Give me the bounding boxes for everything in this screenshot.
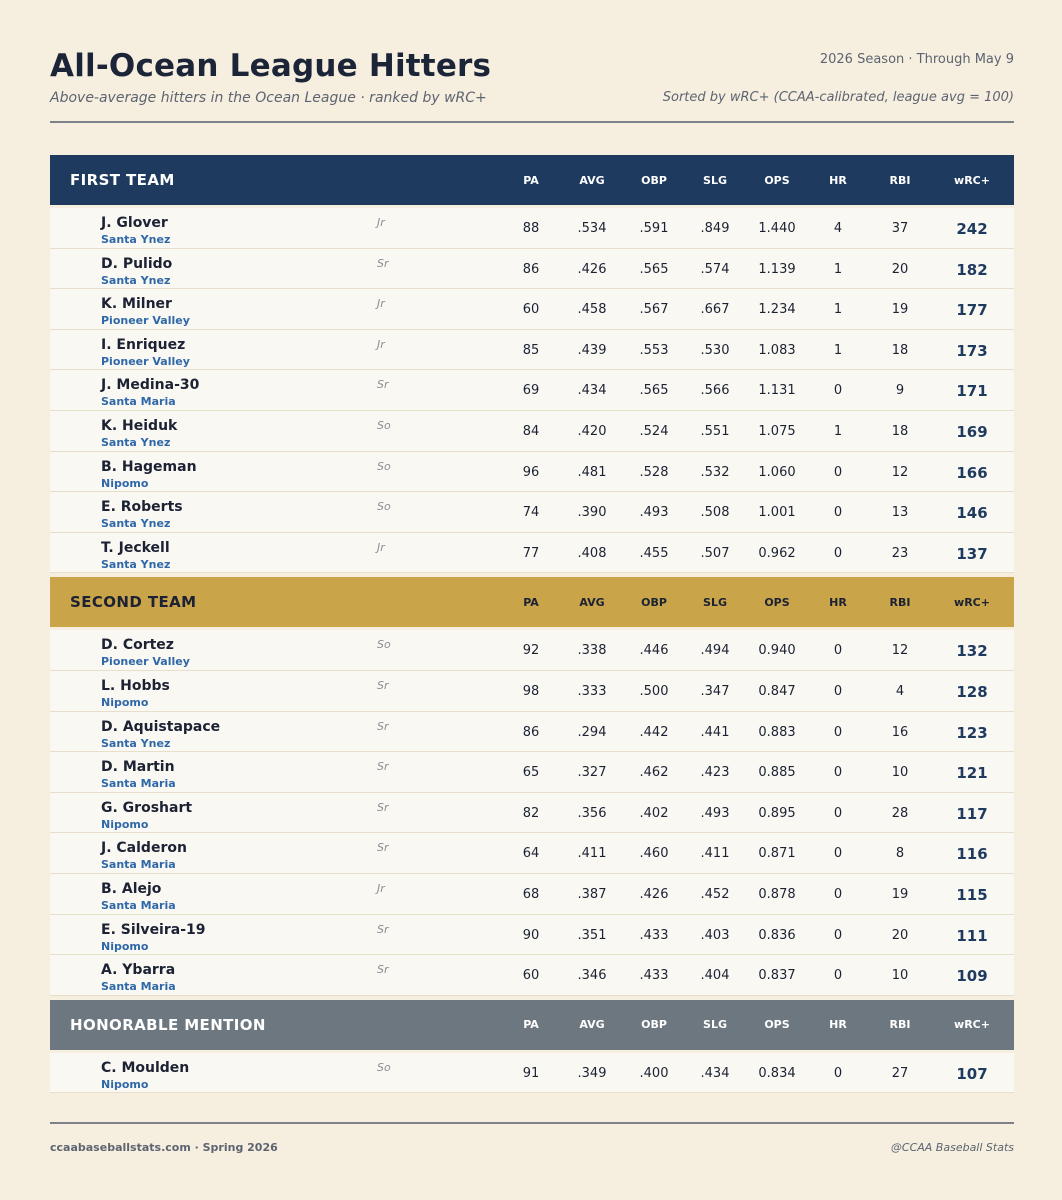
player-name: B. Alejo	[101, 880, 162, 897]
player-name: C. Moulden	[101, 1059, 190, 1076]
player-year: Sr	[377, 719, 389, 733]
stat-rbi: 12	[891, 643, 909, 659]
stat-ops: 1.075	[758, 423, 796, 439]
player-year: Jr	[377, 540, 385, 554]
page-header	[50, 48, 1014, 123]
stat-rbi: 9	[895, 383, 905, 399]
stat-wrc-plus: 121	[956, 764, 988, 783]
stat-avg: .294	[577, 724, 607, 740]
player-row	[50, 249, 1014, 290]
stat-pa: 91	[522, 1065, 540, 1081]
stat-hr: 0	[833, 683, 843, 699]
stat-rbi: 8	[895, 846, 905, 862]
column-header-hr: HR	[829, 595, 847, 609]
player-name: T. Jeckell	[101, 539, 170, 556]
stat-ops: 1.440	[758, 221, 796, 236]
player-name: J. Calderon	[101, 840, 187, 857]
stat-ops: 1.001	[758, 505, 796, 521]
stat-pa: 86	[522, 724, 540, 740]
column-header-obp: OBP	[641, 595, 667, 609]
footer-site: ccaabaseballstats.com · Spring 2026	[50, 1141, 278, 1154]
stat-ops: 0.885	[758, 765, 796, 781]
stat-ops: 0.847	[758, 683, 796, 699]
stat-pa: 65	[522, 765, 540, 781]
player-row	[50, 492, 1014, 533]
player-name: L. Hobbs	[101, 677, 170, 694]
stat-pa: 92	[522, 643, 540, 659]
stat-ops: 0.836	[758, 927, 796, 943]
stat-slg: .667	[700, 302, 730, 318]
stat-obp: .528	[639, 464, 669, 480]
stat-avg: .481	[577, 464, 607, 480]
player-name: D. Cortez	[101, 637, 174, 654]
player-year: So	[377, 418, 391, 432]
stat-wrc-plus: 173	[956, 341, 988, 360]
player-team: Nipomo	[101, 939, 149, 953]
player-year: Sr	[377, 256, 389, 270]
column-header-obp: OBP	[641, 173, 667, 187]
stat-pa: 90	[522, 927, 540, 943]
stat-avg: .534	[577, 221, 607, 236]
player-year: Sr	[377, 841, 389, 855]
column-header-rbi: RBI	[889, 1018, 911, 1032]
player-row	[50, 370, 1014, 411]
stat-hr: 0	[833, 643, 843, 659]
stat-obp: .591	[639, 221, 669, 236]
player-name: E. Roberts	[101, 499, 183, 516]
stat-wrc-plus: 182	[956, 260, 988, 279]
stat-rbi: 18	[891, 423, 909, 439]
stat-obp: .565	[639, 261, 669, 277]
column-header-slg: SLG	[703, 1018, 727, 1032]
player-name: J. Glover	[101, 215, 168, 231]
stat-obp: .455	[639, 545, 669, 561]
stat-slg: .403	[700, 927, 730, 943]
stat-ops: 0.834	[758, 1065, 796, 1081]
stat-hr: 0	[833, 1065, 843, 1081]
player-row	[50, 330, 1014, 371]
stat-slg: .441	[700, 724, 730, 740]
player-team: Nipomo	[101, 817, 149, 831]
stat-avg: .411	[577, 846, 607, 862]
player-name: E. Silveira-19	[101, 921, 206, 938]
stat-hr: 0	[833, 968, 843, 984]
stat-pa: 69	[522, 383, 540, 399]
stat-ops: 0.837	[758, 968, 796, 984]
stat-hr: 0	[833, 464, 843, 480]
stat-rbi: 37	[891, 221, 909, 236]
column-header-rbi: RBI	[889, 595, 911, 609]
player-row	[50, 452, 1014, 493]
player-row	[50, 411, 1014, 452]
stat-hr: 1	[833, 302, 843, 318]
player-year: Sr	[377, 760, 389, 774]
stat-slg: .508	[700, 505, 730, 521]
stat-rbi: 10	[891, 968, 909, 984]
player-row	[50, 630, 1014, 671]
stat-rbi: 16	[891, 724, 909, 740]
stat-avg: .356	[577, 805, 607, 821]
stat-slg: .411	[700, 846, 730, 862]
player-row	[50, 208, 1014, 249]
player-team: Santa Ynez	[101, 273, 171, 287]
stat-ops: 0.895	[758, 805, 796, 821]
player-team: Santa Maria	[101, 858, 176, 872]
stat-pa: 88	[522, 221, 540, 236]
stat-wrc-plus: 115	[956, 885, 988, 904]
stat-ops: 1.139	[758, 261, 796, 277]
stat-rbi: 12	[891, 464, 909, 480]
stat-pa: 86	[522, 261, 540, 277]
stat-avg: .338	[577, 643, 607, 659]
player-year: Sr	[377, 922, 389, 936]
stat-pa: 96	[522, 464, 540, 480]
stat-slg: .849	[700, 221, 730, 236]
player-row	[50, 915, 1014, 956]
section-header-second	[50, 577, 1014, 627]
player-name: G. Groshart	[101, 799, 193, 816]
player-team: Santa Maria	[101, 980, 176, 994]
stat-ops: 0.883	[758, 724, 796, 740]
stat-wrc-plus: 107	[956, 1064, 988, 1083]
stat-obp: .446	[639, 643, 669, 659]
stat-obp: .460	[639, 846, 669, 862]
footer-handle: @CCAA Baseball Stats	[890, 1141, 1014, 1154]
column-header-pa: PA	[523, 1018, 539, 1032]
stat-wrc-plus: 109	[956, 967, 988, 986]
stat-avg: .346	[577, 968, 607, 984]
stat-wrc-plus: 128	[956, 682, 988, 701]
stat-wrc-plus: 169	[956, 422, 988, 441]
stat-slg: .530	[700, 342, 730, 358]
stat-wrc-plus: 171	[956, 382, 988, 401]
stat-rbi: 10	[891, 765, 909, 781]
stat-slg: .423	[700, 765, 730, 781]
player-team: Santa Maria	[101, 395, 176, 409]
stat-obp: .402	[639, 805, 669, 821]
player-team: Santa Maria	[101, 777, 176, 791]
column-header-wrc-plus: wRC+	[954, 595, 990, 609]
stat-avg: .327	[577, 765, 607, 781]
stat-slg: .507	[700, 545, 730, 561]
stat-obp: .400	[639, 1065, 669, 1081]
stat-obp: .553	[639, 342, 669, 358]
stat-rbi: 4	[895, 683, 905, 699]
section-header-hm	[50, 1000, 1014, 1050]
stat-obp: .493	[639, 505, 669, 521]
column-header-hr: HR	[829, 1018, 847, 1032]
player-row	[50, 533, 1014, 574]
stat-obp: .442	[639, 724, 669, 740]
stat-avg: .439	[577, 342, 607, 358]
stat-rbi: 13	[891, 505, 909, 521]
stat-pa: 98	[522, 683, 540, 699]
player-name: I. Enriquez	[101, 336, 186, 353]
stat-slg: .493	[700, 805, 730, 821]
stat-rbi: 20	[891, 261, 909, 277]
column-header-wrc-plus: wRC+	[954, 173, 990, 187]
stat-obp: .565	[639, 383, 669, 399]
column-header-ops: OPS	[764, 595, 790, 609]
stat-ops: 1.234	[758, 302, 796, 318]
stat-pa: 84	[522, 423, 540, 439]
player-row	[50, 752, 1014, 793]
stat-slg: .452	[700, 886, 730, 902]
player-year: Jr	[377, 881, 385, 895]
stat-slg: .404	[700, 968, 730, 984]
column-header-obp: OBP	[641, 1018, 667, 1032]
stat-avg: .387	[577, 886, 607, 902]
player-team: Santa Ynez	[101, 233, 171, 246]
stat-hr: 0	[833, 383, 843, 399]
stat-avg: .390	[577, 505, 607, 521]
stat-rbi: 19	[891, 886, 909, 902]
stat-avg: .420	[577, 423, 607, 439]
section-title: SECOND TEAM	[70, 593, 197, 612]
player-row	[50, 712, 1014, 753]
stat-avg: .349	[577, 1065, 607, 1081]
player-team: Santa Ynez	[101, 435, 171, 449]
player-year: Jr	[377, 216, 385, 229]
player-name: K. Milner	[101, 296, 172, 313]
player-team: Pioneer Valley	[101, 354, 190, 368]
section-title: FIRST TEAM	[70, 171, 175, 189]
stat-wrc-plus: 116	[956, 845, 988, 864]
column-header-pa: PA	[523, 595, 539, 609]
stat-hr: 0	[833, 545, 843, 561]
stat-wrc-plus: 117	[956, 804, 988, 823]
stat-wrc-plus: 111	[956, 926, 988, 945]
stat-hr: 0	[833, 927, 843, 943]
player-name: A. Ybarra	[101, 962, 176, 979]
stat-ops: 1.083	[758, 342, 796, 358]
player-row	[50, 671, 1014, 712]
stat-ops: 0.878	[758, 886, 796, 902]
stat-pa: 77	[522, 545, 540, 561]
stat-slg: .434	[700, 1065, 730, 1081]
player-team: Santa Ynez	[101, 736, 171, 750]
stat-slg: .574	[700, 261, 730, 277]
player-year: So	[377, 459, 391, 473]
page-footer	[50, 1122, 1014, 1154]
player-name: K. Heiduk	[101, 417, 178, 434]
stat-hr: 1	[833, 342, 843, 358]
column-header-rbi: RBI	[889, 173, 911, 187]
stat-ops: 0.940	[758, 643, 796, 659]
stat-hr: 1	[833, 261, 843, 277]
column-header-pa: PA	[523, 173, 539, 187]
player-row	[50, 289, 1014, 330]
player-team: Santa Ynez	[101, 517, 171, 531]
player-name: J. Medina-30	[101, 377, 200, 394]
player-team: Santa Maria	[101, 898, 176, 912]
stat-pa: 60	[522, 968, 540, 984]
stat-ops: 1.060	[758, 464, 796, 480]
player-team: Pioneer Valley	[101, 655, 190, 669]
stat-rbi: 27	[891, 1065, 909, 1081]
stat-pa: 68	[522, 886, 540, 902]
stat-wrc-plus: 242	[956, 220, 988, 238]
stat-rbi: 23	[891, 545, 909, 561]
stat-hr: 0	[833, 805, 843, 821]
player-year: Sr	[377, 378, 389, 392]
player-team: Nipomo	[101, 476, 149, 490]
stat-slg: .494	[700, 643, 730, 659]
player-year: So	[377, 500, 391, 514]
column-header-hr: HR	[829, 173, 847, 187]
stat-pa: 60	[522, 302, 540, 318]
column-header-slg: SLG	[703, 595, 727, 609]
stat-wrc-plus: 166	[956, 463, 988, 482]
player-row	[50, 955, 1014, 996]
stat-hr: 0	[833, 846, 843, 862]
player-team: Pioneer Valley	[101, 314, 190, 328]
stat-ops: 0.962	[758, 545, 796, 561]
stat-wrc-plus: 132	[956, 642, 988, 661]
stat-obp: .433	[639, 968, 669, 984]
player-year: Jr	[377, 337, 385, 351]
stat-pa: 64	[522, 846, 540, 862]
column-header-avg: AVG	[579, 1018, 605, 1032]
stat-hr: 4	[833, 221, 843, 236]
stats-table	[50, 155, 1014, 1093]
sort-note: Sorted by wRC+ (CCAA-calibrated, league avg = 100)	[662, 90, 1014, 105]
player-year: Sr	[377, 800, 389, 814]
page-title: All-Ocean League Hitters	[50, 48, 492, 84]
player-team: Nipomo	[101, 1077, 149, 1091]
player-team: Santa Ynez	[101, 557, 171, 571]
column-header-avg: AVG	[579, 595, 605, 609]
stat-pa: 82	[522, 805, 540, 821]
stat-obp: .524	[639, 423, 669, 439]
stat-rbi: 19	[891, 302, 909, 318]
stat-obp: .500	[639, 683, 669, 699]
stat-ops: 0.871	[758, 846, 796, 862]
player-name: B. Hageman	[101, 458, 197, 475]
season-label: 2026 Season · Through May 9	[819, 52, 1014, 67]
player-name: D. Pulido	[101, 255, 173, 272]
player-row	[50, 833, 1014, 874]
stat-rbi: 18	[891, 342, 909, 358]
page-subtitle: Above-average hitters in the Ocean League · ranked by wRC+	[50, 90, 487, 106]
player-row	[50, 793, 1014, 834]
stat-avg: .426	[577, 261, 607, 277]
column-header-ops: OPS	[764, 173, 790, 187]
stat-hr: 1	[833, 423, 843, 439]
section-header-first	[50, 155, 1014, 205]
stat-hr: 0	[833, 886, 843, 902]
player-row	[50, 1053, 1014, 1094]
column-header-avg: AVG	[579, 173, 605, 187]
stat-slg: .566	[700, 383, 730, 399]
stat-avg: .333	[577, 683, 607, 699]
column-header-wrc-plus: wRC+	[954, 1018, 990, 1032]
stat-avg: .458	[577, 302, 607, 318]
stat-wrc-plus: 123	[956, 723, 988, 742]
column-header-slg: SLG	[703, 173, 727, 187]
player-year: Jr	[377, 297, 385, 311]
stat-hr: 0	[833, 765, 843, 781]
stat-slg: .532	[700, 464, 730, 480]
stat-slg: .347	[700, 683, 730, 699]
player-team: Nipomo	[101, 695, 149, 709]
section-title: HONORABLE MENTION	[70, 1015, 266, 1034]
stat-obp: .462	[639, 765, 669, 781]
stat-obp: .426	[639, 886, 669, 902]
stat-obp: .567	[639, 302, 669, 318]
player-name: D. Aquistapace	[101, 718, 221, 735]
stat-avg: .408	[577, 545, 607, 561]
stat-avg: .434	[577, 383, 607, 399]
stat-avg: .351	[577, 927, 607, 943]
stat-ops: 1.131	[758, 383, 796, 399]
stat-obp: .433	[639, 927, 669, 943]
stat-rbi: 20	[891, 927, 909, 943]
stat-rbi: 28	[891, 805, 909, 821]
player-name: D. Martin	[101, 759, 175, 776]
player-year: Sr	[377, 963, 389, 977]
player-year: So	[377, 1060, 391, 1074]
player-year: So	[377, 638, 391, 652]
player-row	[50, 874, 1014, 915]
stat-wrc-plus: 177	[956, 301, 988, 320]
stat-hr: 0	[833, 724, 843, 740]
stat-slg: .551	[700, 423, 730, 439]
stat-hr: 0	[833, 505, 843, 521]
stat-wrc-plus: 137	[956, 544, 988, 563]
stat-pa: 74	[522, 505, 540, 521]
stat-pa: 85	[522, 342, 540, 358]
player-year: Sr	[377, 678, 389, 692]
column-header-ops: OPS	[764, 1018, 790, 1032]
stat-wrc-plus: 146	[956, 504, 988, 523]
